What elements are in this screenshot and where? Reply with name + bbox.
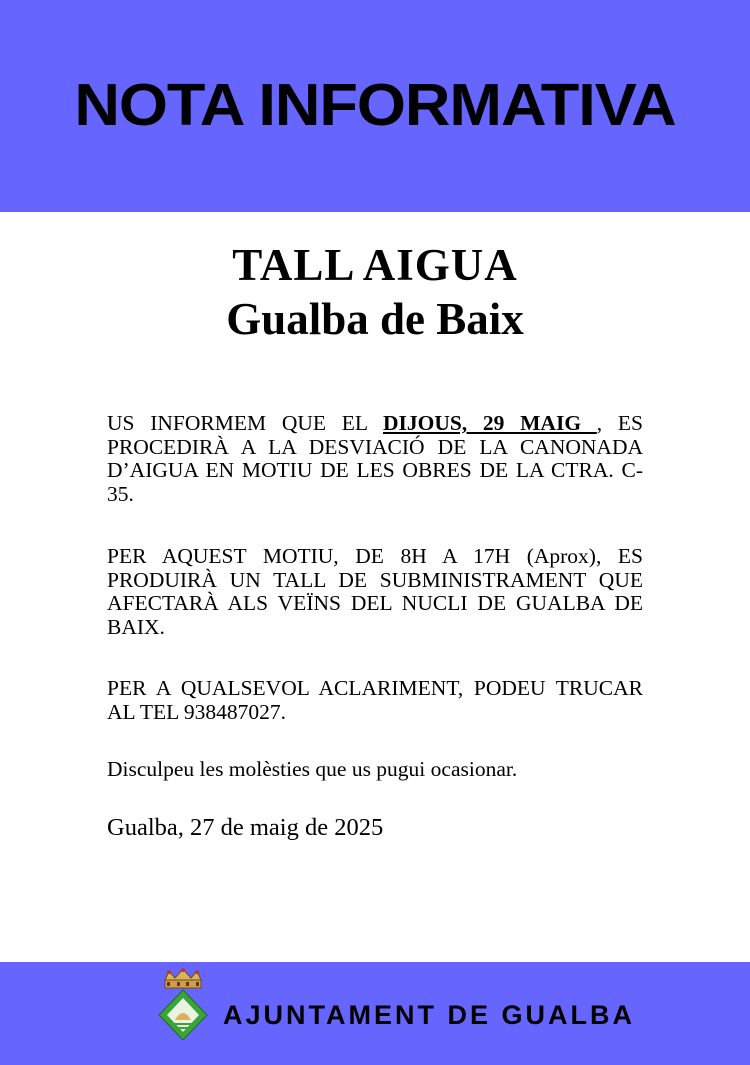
notice-paragraph-apology: Disculpeu les molèsties que us pugui ocasionar. xyxy=(107,757,518,781)
notice-text-before: US INFORMEM QUE EL xyxy=(107,411,383,435)
footer-organization-name: AJUNTAMENT DE GUALBA xyxy=(223,1000,635,1030)
notice-paragraph-contact: PER A QUALSEVOL ACLARIMENT, PODEU TRUCAR AL TEL 938487027. xyxy=(107,676,643,724)
notice-date-line: Gualba, 27 de maig de 2025 xyxy=(107,814,384,841)
notice-date-highlight: DIJOUS, 29 MAIG xyxy=(382,411,597,435)
headline-subtitle: Gualba de Baix xyxy=(226,294,524,344)
banner-title: NOTA INFORMATIVA xyxy=(74,72,676,138)
headline-title: TALL AIGUA xyxy=(232,240,518,290)
municipal-crest-icon xyxy=(155,968,211,1040)
notice-paragraph-schedule: PER AQUEST MOTIU, DE 8H A 17H (Aprox), ES PRODUIRÀ UN TALL DE SUBMINISTRAMENT QUE AFECTARÀ ALS VEÏNS DEL NUCLI DE GUALBA DE BAIX. xyxy=(107,544,643,639)
notice-text-after: , ES PROCEDIRÀ A LA DESVIACIÓ DE LA CANONADA D’AIGUA EN MOTIU DE LES OBRES DE LA CTRA. C-35. xyxy=(107,411,643,506)
notice-paragraph-date xyxy=(107,412,643,506)
